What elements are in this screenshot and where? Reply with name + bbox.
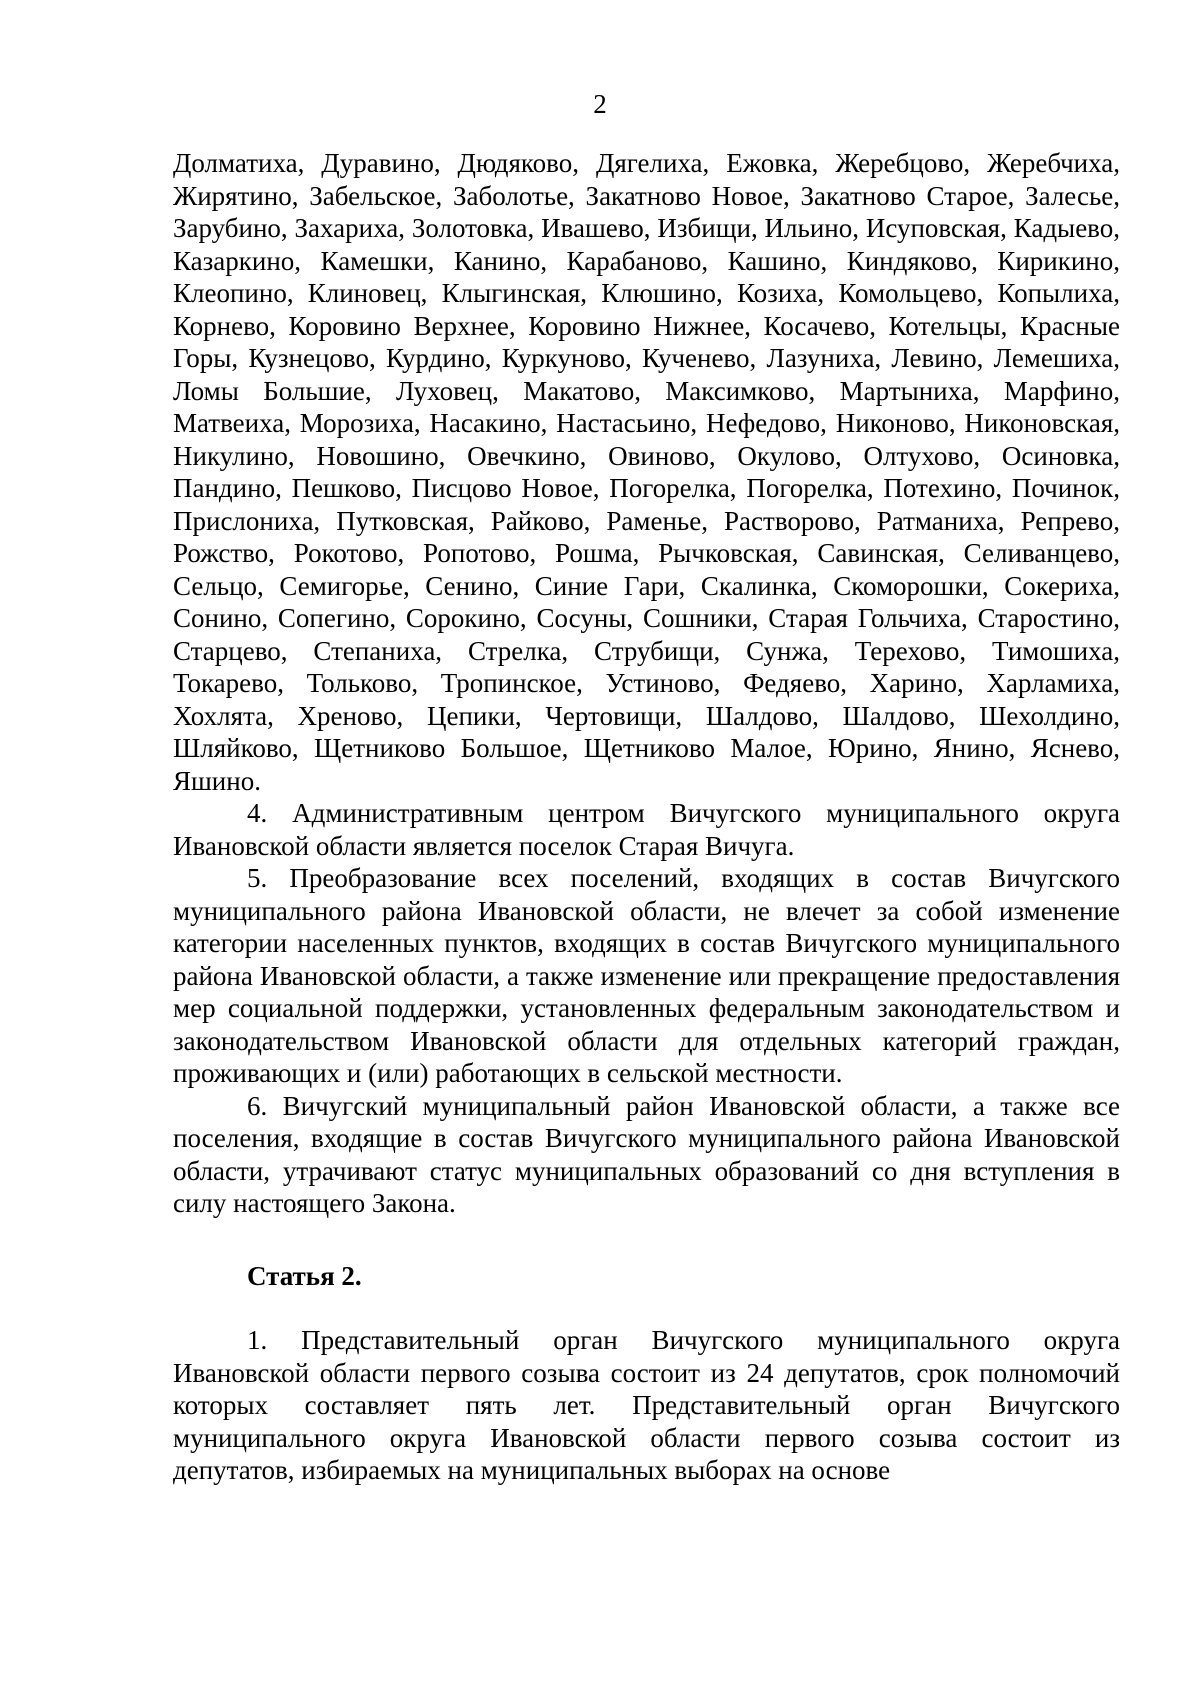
item-4-paragraph: 4. Административным центром Вичугского муниципального округа Ивановской области является поселок Старая Вичуга. bbox=[173, 798, 1120, 861]
document-body bbox=[173, 147, 1120, 1487]
spacer bbox=[173, 1220, 1120, 1260]
settlements-list-paragraph: Долматиха, Дуравино, Дюдяково, Дягелиха, Ежовка, Жеребцово, Жеребчиха, Жирятино, Забельское, Заболотье, Закатново Новое, Закатново Старое, Залесье, Зарубино, Захариха, Золотовка, Ивашево, Избищи, Ильино, Исуповская, Кадыево, Казаркино, Камешки, Канино, Карабаново, Кашино, Киндяково, Кирикино, Клеопино, Клиновец, Клыгинская, Клюшино, Козиха, Комольцево, Копылиха, Корнево, Коровино Верхнее, Коровино Нижнее, Косачево, Котельцы, Красные Горы, Кузнецово, Курдино, Куркуново, Кученево, Лазуниха, Левино, Лемешиха, Ломы Большие, Луховец, Макатово, Максимково, Мартыниха, Марфино, Матвеиха, Морозиха, Насакино, Настасьино, Нефедово, Никоново, Никоновская, Никулино, Новошино, Овечкино, Овиново, Окулово, Олтухово, Осиновка, Пандино, Пешково, Писцово Новое, Погорелка, Погорелка, Потехино, Починок, Прислониха, Путковская, Райково, Раменье, Растворово, Ратманиха, Репрево, Рожство, Рокотово, Ропотово, Рошма, Рычковская, Савинская, Селиванцево, Сельцо, Семигорье, Сенино, Синие Гари, Скалинка, Скоморошки, Сокериха, Сонино, Сопегино, Сорокино, Сосуны, Сошники, Старая Гольчиха, Старостино, Старцево, Степаниха, Стрелка, Струбищи, Сунжа, Терехово, Тимошиха, Токарево, Тольково, Тропинское, Устиново, Федяево, Харино, Харламиха, Хохлята, Хреново, Цепики, Чертовищи, Шалдово, Шалдово, Шехолдино, Шляйково, Щетниково Большое, Щетниково Малое, Юрино, Янино, Яснево, Яшино. bbox=[173, 148, 1120, 796]
page-number: 2 bbox=[593, 89, 607, 119]
spacer bbox=[173, 1292, 1120, 1324]
article-2-heading: Статья 2. bbox=[247, 1260, 362, 1291]
item-6-paragraph: 6. Вичугский муниципальный район Ивановской области, а также все поселения, входящие в состав Вичугского муниципального района Ивановской области, утрачивают статус муниципальных образований со дня вступления в силу настоящего Закона. bbox=[173, 1090, 1120, 1218]
article-2-item-1-paragraph: 1. Представительный орган Вичугского муниципального округа Ивановской области первого созыва состоит из 24 депутатов, срок полномочий которых составляет пять лет. Представительный орган Вичугского муниципального округа Ивановской области первого созыва состоит из депутатов, избираемых на муниципальных выборах на основе bbox=[173, 1325, 1120, 1485]
item-5-paragraph: 5. Преобразование всех поселений, входящих в состав Вичугского муниципального района Ивановской области, не влечет за собой изменение категории населенных пунктов, входящих в состав Вичугского муниципального района Ивановской области, а также изменение или прекращение предоставления мер социальной поддержки, установленных федеральным законодательством и законодательством Ивановской области для отдельных категорий граждан, проживающих и (или) работающих в сельской местности. bbox=[173, 863, 1120, 1088]
